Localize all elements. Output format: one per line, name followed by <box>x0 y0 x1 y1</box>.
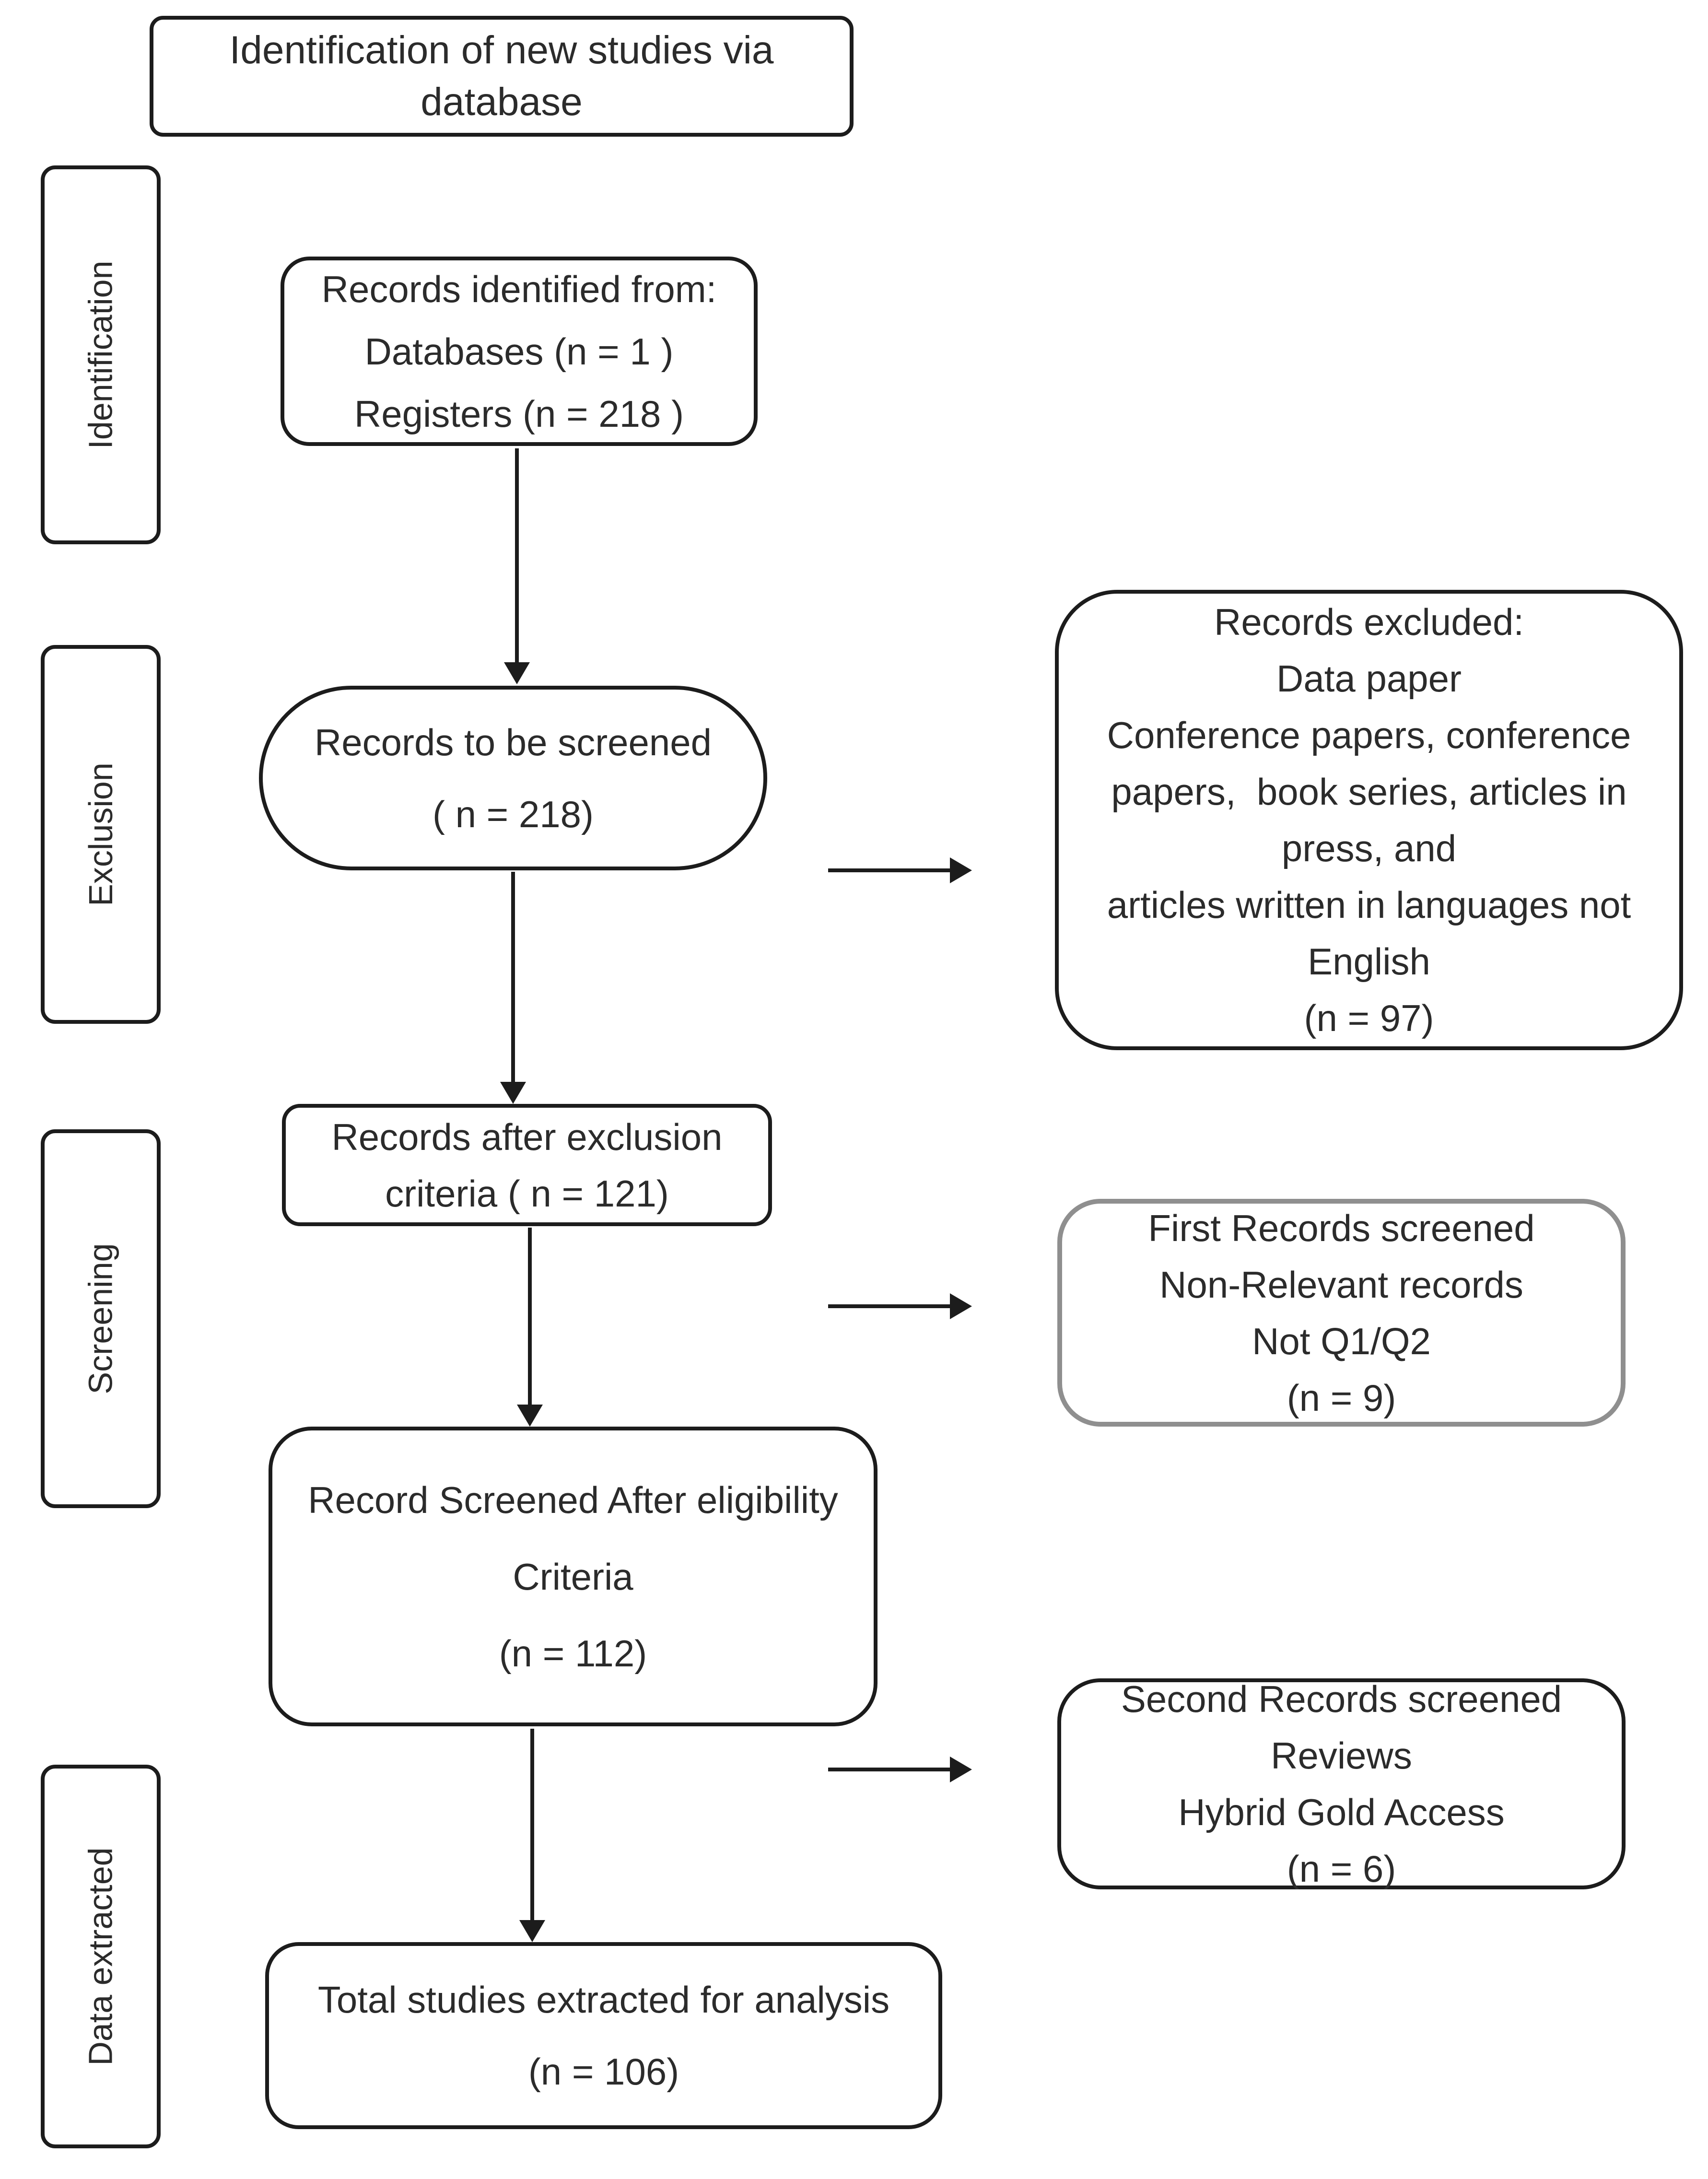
to-be-screened-line: ( n = 218) <box>432 793 594 835</box>
arrowhead-right-icon <box>950 857 972 883</box>
sidebar-stage-label: Data extracted <box>82 1847 119 2066</box>
total-line: (n = 106) <box>528 2050 679 2093</box>
arrow-identified-to-screened <box>515 448 519 662</box>
records-identified-line: Registers (n = 218 ) <box>354 392 684 435</box>
records-excluded-line: press, and <box>1281 827 1457 869</box>
records-excluded-box <box>1055 590 1683 1050</box>
eligibility-criteria-box <box>269 1427 877 1726</box>
records-excluded-line: (n = 97) <box>1304 997 1434 1039</box>
total-studies-box <box>265 1942 942 2129</box>
arrowhead-right-icon <box>950 1293 972 1319</box>
title-line: Identification of new studies via <box>229 28 774 72</box>
arrow-to-first-screened <box>828 1304 950 1308</box>
second-screened-line: Second Records screened <box>1121 1678 1562 1720</box>
eligibility-line: Record Screened After eligibility <box>308 1478 838 1521</box>
arrow-to-second-screened <box>828 1768 950 1771</box>
first-records-screened-box <box>1057 1199 1626 1427</box>
to-be-screened-line: Records to be screened <box>314 721 712 763</box>
arrowhead-right-icon <box>950 1757 972 1782</box>
sidebar-stage-exclusion <box>41 645 161 1024</box>
second-screened-line: Reviews <box>1271 1734 1412 1777</box>
sidebar-stage-label: Exclusion <box>82 762 119 906</box>
arrowhead-down-icon <box>504 662 530 684</box>
records-excluded-line: papers, book series, articles in <box>1111 771 1627 813</box>
sidebar-stage-label: Screening <box>82 1243 119 1394</box>
records-excluded-line: Data paper <box>1276 657 1462 700</box>
first-screened-line: Non-Relevant records <box>1159 1263 1523 1306</box>
first-screened-line: Not Q1/Q2 <box>1252 1320 1431 1362</box>
after-exclusion-line: criteria ( n = 121) <box>385 1172 669 1215</box>
total-line: Total studies extracted for analysis <box>317 1979 890 2021</box>
arrow-screened-to-excluded <box>828 868 950 872</box>
records-excluded-line: Records excluded: <box>1214 601 1524 643</box>
records-identified-box <box>281 257 758 446</box>
sidebar-stage-identification <box>41 165 161 544</box>
records-identified-line: Records identified from: <box>321 268 717 310</box>
records-excluded-line: articles written in languages not <box>1107 884 1631 926</box>
after-exclusion-line: Records after exclusion <box>331 1115 723 1158</box>
first-screened-line: First Records screened <box>1148 1207 1535 1249</box>
arrowhead-down-icon <box>519 1920 545 1942</box>
arrow-to-eligibility <box>528 1228 532 1405</box>
first-screened-line: (n = 9) <box>1287 1376 1396 1419</box>
sidebar-stage-screening <box>41 1129 161 1508</box>
eligibility-line: (n = 112) <box>499 1632 647 1675</box>
records-after-exclusion-box <box>282 1104 772 1226</box>
arrowhead-down-icon <box>500 1082 526 1104</box>
arrow-screened-to-after-exclusion <box>511 872 515 1082</box>
records-to-be-screened-box <box>259 686 767 870</box>
second-records-screened-box <box>1057 1678 1626 1889</box>
records-identified-line: Databases (n = 1 ) <box>364 330 674 373</box>
sidebar-stage-label: Identification <box>82 260 120 449</box>
records-excluded-line: Conference papers, conference <box>1107 714 1631 756</box>
sidebar-stage-data-extracted <box>41 1765 161 2148</box>
title-box <box>150 16 854 137</box>
records-excluded-line: English <box>1308 940 1430 983</box>
title-line: database <box>421 80 583 124</box>
second-screened-line: Hybrid Gold Access <box>1178 1791 1505 1833</box>
arrow-to-total <box>530 1729 534 1920</box>
eligibility-line: Criteria <box>513 1555 633 1598</box>
arrowhead-down-icon <box>517 1405 543 1427</box>
second-screened-line: (n = 6) <box>1287 1848 1396 1890</box>
